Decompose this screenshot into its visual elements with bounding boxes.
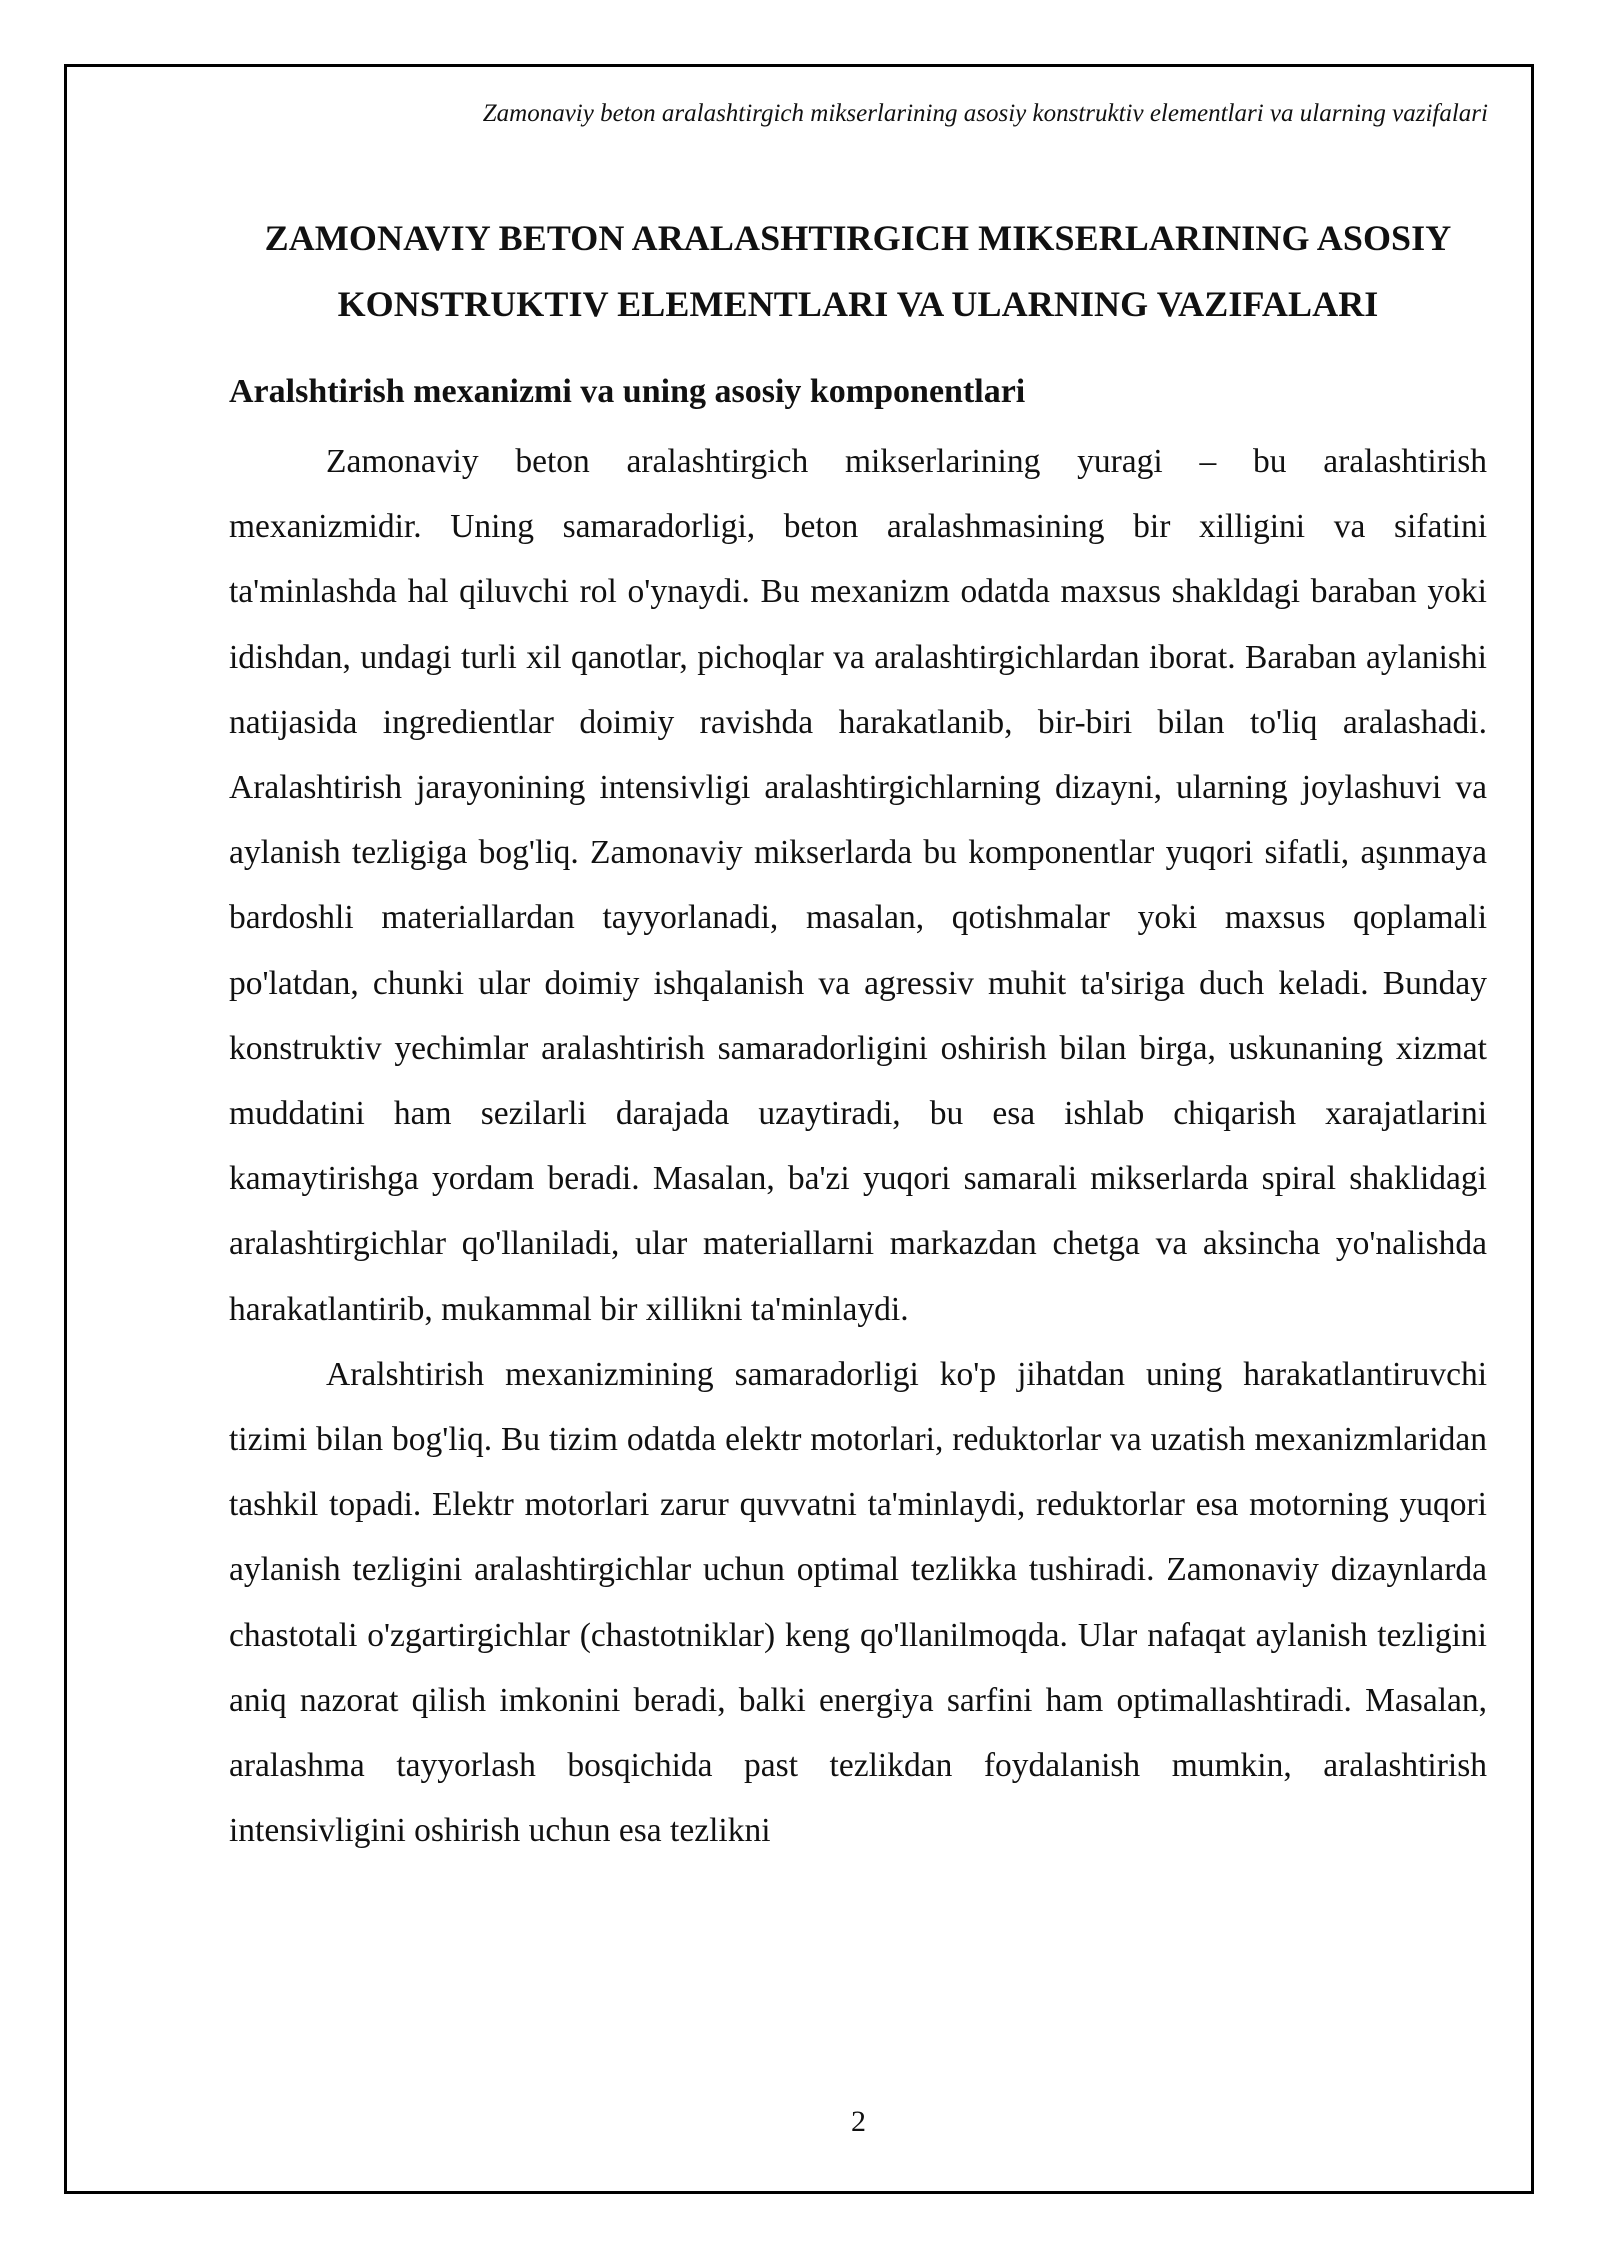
document-title bbox=[229, 205, 1487, 337]
page-number: 2 bbox=[851, 2105, 866, 2138]
body-paragraph: Zamonaviy beton aralashtirgich mikserlarining yuragi – bu aralashtirish mexanizmidir. Uning samaradorligi, beton aralashmasining bir xilligini va sifatini ta'minlashda hal qiluvchi rol o'ynaydi. Bu mexanizm odatda maxsus shakldagi baraban yoki idishdan, undagi turli xil qanotlar, pichoqlar va aralashtirgichlardan iborat. Baraban aylanishi natijasida ingredientlar doimiy ravishda harakatlanib, bir-biri bilan to'liq aralashadi. Aralashtirish jarayonining intensivligi aralashtirgichlarning dizayni, ularning joylashuvi va aylanish tezligiga bog'liq. Zamonaviy mikserlarda bu komponentlar yuqori sifatli, aşınmaya bardoshli materiallardan tayyorlanadi, masalan, qotishmalar yoki maxsus qoplamali po'latdan, chunki ular doimiy ishqalanish va agressiv muhit ta'siriga duch keladi. Bunday konstruktiv yechimlar aralashtirish samaradorligini oshirish bilan birga, uskunaning xizmat muddatini ham sezilarli darajada uzaytiradi, bu esa ishlab chiqarish xarajatlarini kamaytirishga yordam beradi. Masalan, ba'zi yuqori samarali mikserlarda spiral shaklidagi aralashtirgichlar qo'llaniladi, ular materiallarni markazdan chetga va aksincha yo'nalishda harakatlantirib, mukammal bir xillikni ta'minlaydi. bbox=[229, 443, 1487, 1328]
running-header: Zamonaviy beton aralashtirgich mikserlarining asosiy konstruktiv elementlari va ularning vazifalari bbox=[482, 100, 1488, 127]
document-title-line-2: KONSTRUKTIV ELEMENTLARI VA ULARNING VAZIFALARI bbox=[337, 284, 1379, 324]
body-paragraph: Aralshtirish mexanizmining samaradorligi ko'p jihatdan uning harakatlantiruvchi tizimi bilan bog'liq. Bu tizim odatda elektr motorlari, reduktorlar va uzatish mexanizmlaridan tashkil topadi. Elektr motorlari zarur quvvatni ta'minlaydi, reduktorlar esa motorning yuqori aylanish tezligini aralashtirgichlar uchun optimal tezlikka tushiradi. Zamonaviy dizaynlarda chastotali o'zgartirgichlar (chastotniklar) keng qo'llanilmoqda. Ular nafaqat aylanish tezligini aniq nazorat qilish imkonini beradi, balki energiya sarfini ham optimallashtiradi. Masalan, aralashma tayyorlash bosqichida past tezlikdan foydalanish mumkin, aralashtirish intensivligini oshirish uchun esa tezlikni bbox=[229, 1355, 1487, 1850]
document-title-line-1: ZAMONAVIY BETON ARALASHTIRGICH MIKSERLARINING ASOSIY bbox=[264, 218, 1452, 258]
page-content bbox=[229, 205, 1487, 1863]
section-heading: Aralshtirish mexanizmi va uning asosiy komponentlari bbox=[229, 373, 1026, 410]
